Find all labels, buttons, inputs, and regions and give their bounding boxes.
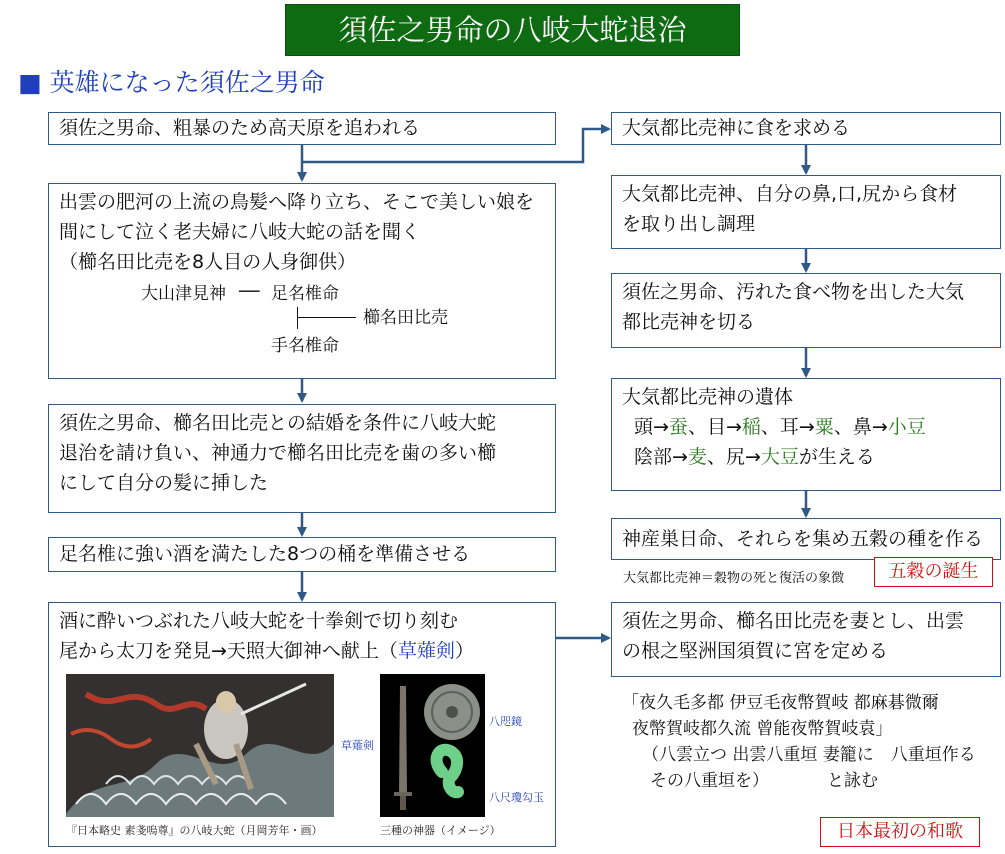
poem-line1: 「夜久毛多都 伊豆毛夜幣賀岐 都麻碁微爾 xyxy=(622,693,939,713)
step-ask-food xyxy=(611,112,1001,145)
step-goddess-remains xyxy=(611,378,1001,491)
step-marriage-line1: 須佐之男命、櫛名田比売を妻とし、出雲 xyxy=(622,610,965,632)
poem-line4-text: その八重垣を） xyxy=(650,771,769,791)
kusanagi-sword-label: 草薙剣 xyxy=(397,640,455,662)
label-jewel: 八尺瓊勾玉 xyxy=(489,791,544,804)
poem-line3: （八雲立つ 出雲八重垣 妻籠に 八重垣作る xyxy=(642,745,976,765)
step-slays-goddess xyxy=(611,273,1001,348)
step-prepare-food xyxy=(611,175,1001,249)
remains-row-1 xyxy=(622,412,990,442)
square-bullet-icon: ■ xyxy=(18,68,42,97)
label-sword: 草薙剣 xyxy=(341,739,374,752)
poem-line4 xyxy=(622,768,976,794)
badge-grain-birth: 五穀の誕生 xyxy=(874,557,993,587)
step-slay-line2 xyxy=(59,636,545,666)
family-tree xyxy=(59,277,545,361)
step-prepare-food-line2: を取り出し調理 xyxy=(622,213,756,235)
grain-name: 稲 xyxy=(741,416,761,438)
step-accepts-quest xyxy=(48,404,556,513)
step-slays-goddess-line2: 都比売神を切る xyxy=(622,311,756,333)
family-father: 足名椎命 xyxy=(271,284,339,304)
remains-text: 、耳→ xyxy=(760,416,815,438)
symbol-note: 大気都比売神＝穀物の死と復活の象徴 xyxy=(623,571,845,586)
family-branch-line xyxy=(298,317,356,318)
step-marriage-line2: の根之堅洲国須賀に宮を定める xyxy=(622,640,889,662)
step-marriage xyxy=(611,602,1001,677)
regalia-caption: 三種の神器（イメージ） xyxy=(380,824,501,837)
step-slays-goddess-line1: 須佐之男命、汚れた食べ物を出した大気 xyxy=(622,281,965,303)
step-prepare-sake-text: 足名椎に強い酒を満たした8つの桶を準備させる xyxy=(59,543,471,565)
step-banished-text: 須佐之男命、粗暴のため高天原を追われる xyxy=(59,117,421,139)
step-meets-couple-line2: 間にして泣く老夫婦に八岐大蛇の話を聞く xyxy=(59,221,421,243)
step-accepts-line2: 退治を請け負い、神通力で櫛名田比売を歯の多い櫛 xyxy=(59,442,497,464)
grain-name: 大豆 xyxy=(760,446,799,468)
step-slay-line2-text: 尾から太刀を発見→天照大御神へ献上（ xyxy=(59,640,398,662)
step-meets-couple-line1: 出雲の肥河の上流の鳥髪へ降り立ち、そこで美しい娘を xyxy=(59,191,535,213)
remains-text: 陰部→ xyxy=(634,446,688,468)
poem-block xyxy=(622,690,976,794)
family-daughter: 櫛名田比売 xyxy=(363,308,448,328)
section-heading-text: 英雄になった須佐之男命 xyxy=(49,68,325,97)
painting-image xyxy=(66,674,334,817)
family-dash: ── xyxy=(239,282,260,302)
painting-caption: 『日本略史 素戔嗚尊』の八岐大蛇（月岡芳年・画） xyxy=(66,824,323,837)
step-slay-line1: 酒に酔いつぶれた八岐大蛇を十拳剣で切り刻む xyxy=(59,610,459,632)
remains-text: が生える xyxy=(798,446,875,468)
page-title: 須佐之男命の八岐大蛇退治 xyxy=(285,4,740,56)
step-slay-line2-close: ） xyxy=(454,640,474,662)
step-meets-couple-line3: （櫛名田比売を8人目の人身御供） xyxy=(59,251,357,273)
grain-name: 麦 xyxy=(687,446,707,468)
step-five-grains-text: 神産巣日命、それらを集め五穀の種を作る xyxy=(622,528,984,550)
step-accepts-line3: にして自分の髪に挿した xyxy=(59,472,269,494)
family-vertical-line xyxy=(297,307,298,329)
grain-name: 蚕 xyxy=(668,416,688,438)
step-banished xyxy=(48,112,556,145)
remains-text: 、尻→ xyxy=(706,446,761,468)
step-accepts-line1: 須佐之男命、櫛名田比売との結婚を条件に八岐大蛇 xyxy=(59,412,497,434)
badge-first-waka: 日本最初の和歌 xyxy=(820,817,980,847)
remains-text: 、目→ xyxy=(687,416,742,438)
poem-line2: 夜幣賀岐都久流 曾能夜幣賀岐袁」 xyxy=(632,719,893,739)
poem-line4-recite: と詠む xyxy=(827,771,878,791)
remains-text: 、鼻→ xyxy=(833,416,888,438)
step-meets-couple xyxy=(48,183,556,379)
remains-row-2 xyxy=(622,442,990,472)
remains-heading: 大気都比売神の遺体 xyxy=(622,386,794,408)
regalia-image xyxy=(380,674,485,817)
step-ask-food-text: 大気都比売神に食を求める xyxy=(622,117,851,139)
step-prepare-sake xyxy=(48,537,556,572)
family-grandfather: 大山津見神 xyxy=(141,284,226,304)
remains-text: 頭→ xyxy=(634,416,669,438)
step-five-grains xyxy=(611,518,1001,560)
family-mother: 手名椎命 xyxy=(271,336,339,356)
grain-name: 粟 xyxy=(814,416,834,438)
grain-name: 小豆 xyxy=(887,416,926,438)
label-mirror: 八咫鏡 xyxy=(489,715,522,728)
step-prepare-food-line1: 大気都比売神、自分の鼻,口,尻から食材 xyxy=(622,183,958,205)
